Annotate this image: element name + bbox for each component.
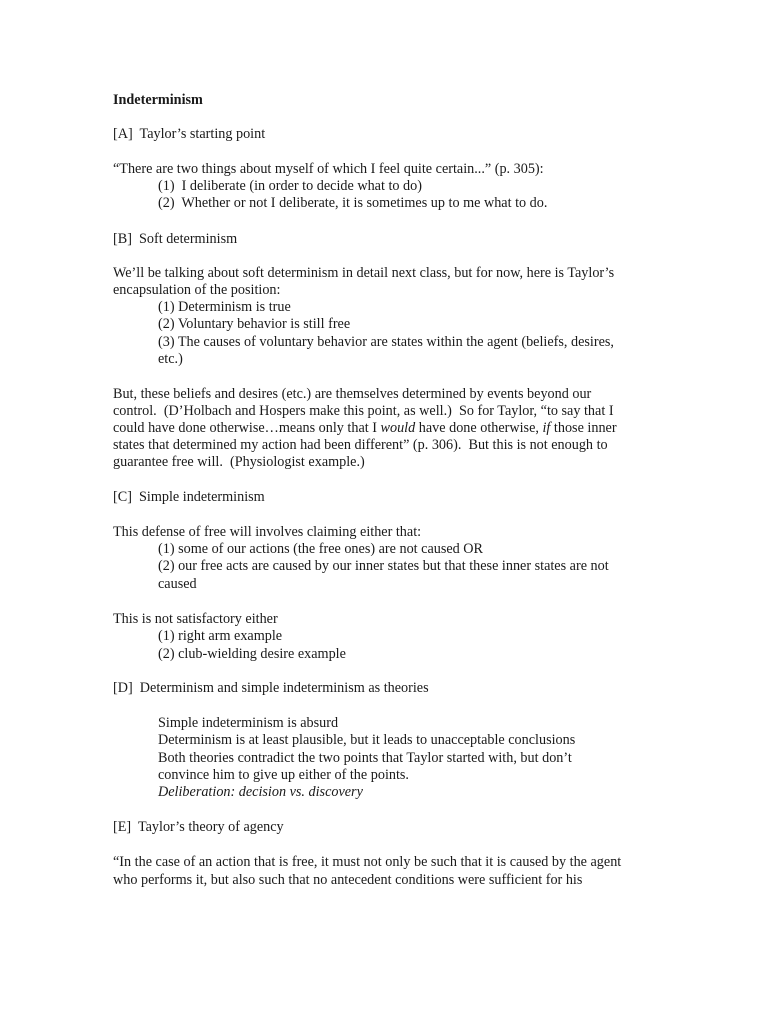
section-b-intro-line: encapsulation of the position: bbox=[113, 282, 281, 298]
section-d-item: Determinism is at least plausible, but it leads to unacceptable conclusions bbox=[158, 732, 576, 748]
section-d-item: Simple indeterminism is absurd bbox=[158, 715, 339, 731]
text-run: those inner bbox=[550, 420, 617, 436]
section-a-item: (1) I deliberate (in order to decide what to do) bbox=[158, 178, 422, 194]
section-e-heading: [E] Taylor’s theory of agency bbox=[113, 819, 284, 835]
section-c-heading: [C] Simple indeterminism bbox=[113, 489, 265, 505]
section-b-item: (3) The causes of voluntary behavior are states within the agent (beliefs, desires, bbox=[158, 334, 614, 350]
document-title: Indeterminism bbox=[113, 92, 203, 108]
section-c-item: (2) our free acts are caused by our inner states but that these inner states are not bbox=[158, 558, 609, 574]
section-e-quote-line: “In the case of an action that is free, it must not only be such that it is caused by the agent bbox=[113, 854, 622, 870]
text-run: could have done otherwise…means only that I bbox=[113, 420, 381, 436]
section-d-item: convince him to give up either of the points. bbox=[158, 767, 409, 783]
section-a-intro: “There are two things about myself of which I feel quite certain...” (p. 305): bbox=[113, 161, 544, 177]
section-c-intro: This defense of free will involves claiming either that: bbox=[113, 524, 422, 540]
section-d-item: Both theories contradict the two points that Taylor started with, but don’t bbox=[158, 750, 572, 766]
section-c-item: (1) some of our actions (the free ones) are not caused OR bbox=[158, 541, 484, 557]
section-b-item: (2) Voluntary behavior is still free bbox=[158, 316, 351, 332]
text-run: have done otherwise, bbox=[415, 420, 543, 436]
section-d-heading: [D] Determinism and simple indeterminism as theories bbox=[113, 680, 429, 696]
section-a-item: (2) Whether or not I deliberate, it is sometimes up to me what to do. bbox=[158, 195, 548, 211]
emphasis-would: would bbox=[380, 420, 416, 436]
section-d-italic-note: Deliberation: decision vs. discovery bbox=[158, 784, 363, 800]
section-e-quote-line: who performs it, but also such that no antecedent conditions were sufficient for his bbox=[113, 872, 583, 888]
section-c-item2: (1) right arm example bbox=[158, 628, 283, 644]
section-c-intro2: This is not satisfactory either bbox=[113, 611, 278, 627]
section-b-paragraph-line: control. (D’Holbach and Hospers make this point, as well.) So for Taylor, “to say that I bbox=[113, 403, 614, 419]
section-b-paragraph-line: guarantee free will. (Physiologist example.) bbox=[113, 454, 365, 470]
section-b-item: etc.) bbox=[158, 351, 183, 367]
section-a-heading: [A] Taylor’s starting point bbox=[113, 126, 266, 142]
section-b-intro-line: We’ll be talking about soft determinism in detail next class, but for now, here is Taylor’s bbox=[113, 265, 615, 281]
section-b-paragraph-line bbox=[113, 420, 617, 437]
section-b-paragraph-line: states that determined my action had been different” (p. 306). But this is not enough to bbox=[113, 437, 608, 453]
section-c-item: caused bbox=[158, 576, 197, 592]
section-b-heading: [B] Soft determinism bbox=[113, 231, 238, 247]
section-b-paragraph-line: But, these beliefs and desires (etc.) are themselves determined by events beyond our bbox=[113, 386, 592, 402]
section-c-item2: (2) club-wielding desire example bbox=[158, 646, 346, 662]
emphasis-if: if bbox=[542, 420, 551, 436]
section-b-item: (1) Determinism is true bbox=[158, 299, 291, 315]
